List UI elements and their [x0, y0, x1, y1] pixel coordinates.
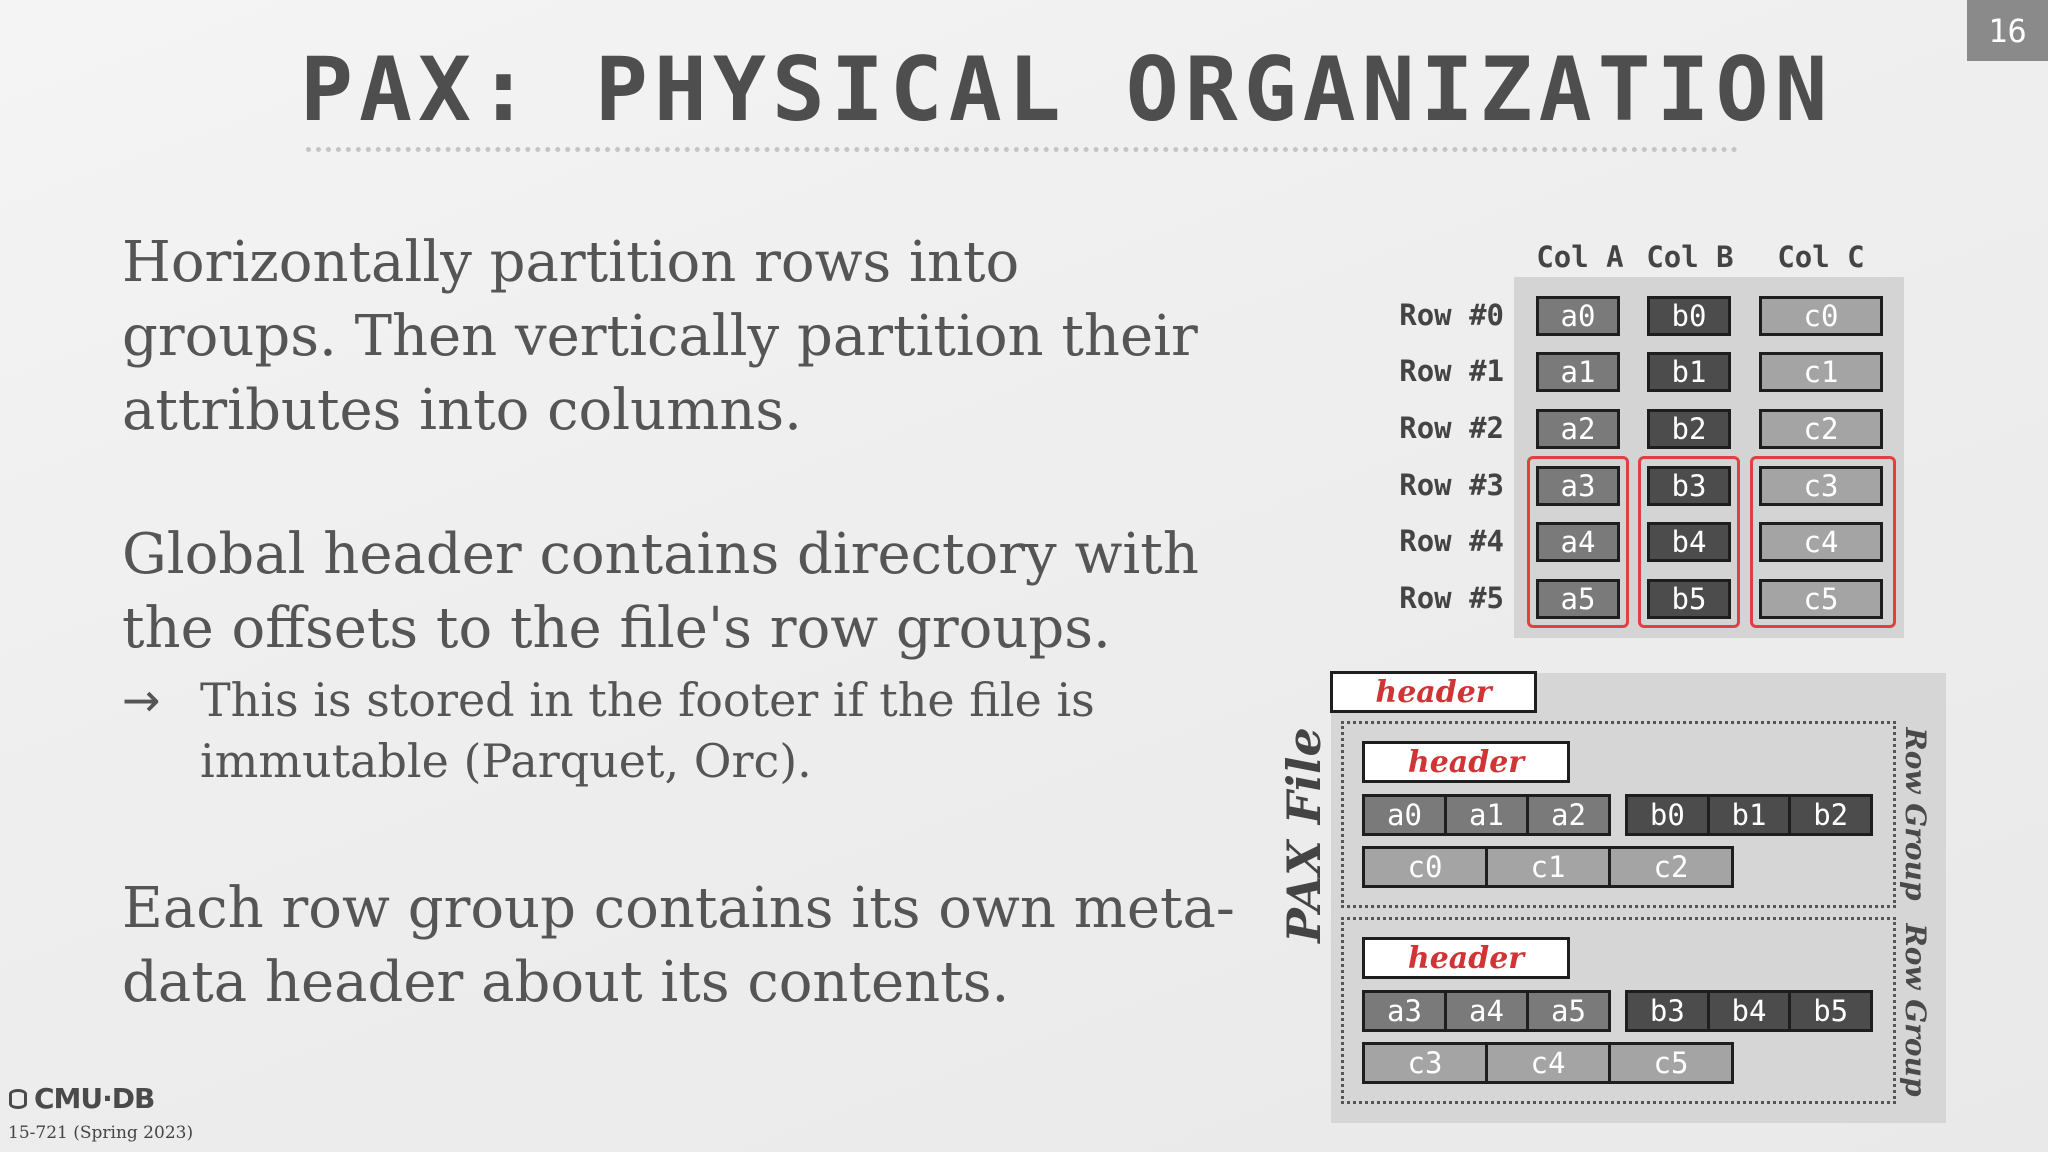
- column-chunk-c: [1362, 1042, 1734, 1084]
- cmu-db-logo: [8, 1082, 154, 1115]
- chunk-value: a3: [1365, 993, 1447, 1029]
- chunk-value: a5: [1551, 994, 1586, 1028]
- column-chunk-a: [1362, 990, 1611, 1032]
- chunk-value: b3: [1628, 993, 1710, 1029]
- table-cell: c1: [1759, 352, 1883, 392]
- column-chunk-c: [1362, 846, 1734, 888]
- table-cell: c2: [1759, 409, 1883, 449]
- slide-title: PAX: PHYSICAL ORGANIZATION: [300, 38, 1834, 141]
- table-cell: c5: [1759, 579, 1883, 619]
- chunk-value: b4: [1710, 993, 1792, 1029]
- logo-text: CMU·DB: [34, 1082, 155, 1115]
- column-header: Col B: [1646, 240, 1734, 274]
- pax-file-label: PAX File: [1277, 727, 1331, 943]
- table-cell: a2: [1536, 409, 1620, 449]
- chunk-value: a2: [1551, 798, 1586, 832]
- chunk-value: b5: [1813, 994, 1849, 1028]
- row-group-label: Row Group: [1899, 727, 1933, 901]
- row-header: Row #1: [1399, 354, 1504, 388]
- column-chunk-a: [1362, 794, 1611, 836]
- row-group-highlight: [1638, 456, 1740, 628]
- course-label: 15-721 (Spring 2023): [8, 1123, 194, 1143]
- table-cell: b2: [1647, 409, 1731, 449]
- sub-bullet-text: This is stored in the footer if the file is immutable (Parquet, Orc).: [200, 673, 1095, 788]
- arrow-bullet-icon: →: [122, 673, 161, 727]
- row-group-highlight: [1750, 456, 1896, 628]
- table-cell: a0: [1536, 296, 1620, 336]
- chunk-value: b1: [1710, 797, 1792, 833]
- column-header: Col A: [1536, 240, 1624, 274]
- database-icon: [8, 1087, 30, 1111]
- table-cell: b5: [1647, 579, 1731, 619]
- chunk-value: c4: [1488, 1045, 1611, 1081]
- body-text: [122, 226, 1242, 1020]
- row-header: Row #4: [1399, 524, 1504, 558]
- sub-bullet-footer: [122, 670, 1242, 792]
- chunk-value: c3: [1365, 1045, 1488, 1081]
- table-cell: c4: [1759, 522, 1883, 562]
- row-group-label: Row Group: [1899, 923, 1933, 1097]
- global-header-box: header: [1330, 671, 1537, 713]
- paragraph-global-header: Global header contains directory with the offsets to the file's row groups.: [122, 522, 1199, 661]
- table-cell: a3: [1536, 466, 1620, 506]
- chunk-value: b0: [1628, 797, 1710, 833]
- column-chunk-b: [1625, 794, 1873, 836]
- chunk-value: a1: [1447, 797, 1529, 833]
- paragraph-partitioning: Horizontally partition rows into groups. Then vertically partition their attributes into columns.: [122, 230, 1198, 443]
- chunk-value: c2: [1653, 850, 1689, 884]
- row-group-highlight: [1527, 456, 1629, 628]
- column-chunk-b: [1625, 990, 1873, 1032]
- paragraph-row-group-header: Each row group contains its own meta-data header about its contents.: [122, 876, 1235, 1015]
- row-header: Row #5: [1399, 581, 1504, 615]
- row-group-header-box: header: [1362, 741, 1570, 783]
- chunk-value: b2: [1813, 798, 1849, 832]
- table-cell: b4: [1647, 522, 1731, 562]
- table-cell: b3: [1647, 466, 1731, 506]
- slide-number: 16: [1967, 0, 2048, 61]
- chunk-value: c1: [1488, 849, 1611, 885]
- table-cell: a4: [1536, 522, 1620, 562]
- table-cell: a1: [1536, 352, 1620, 392]
- table-cell: a5: [1536, 579, 1620, 619]
- row-header: Row #3: [1399, 468, 1504, 502]
- row-group-header-box: header: [1362, 937, 1570, 979]
- table-cell: c0: [1759, 296, 1883, 336]
- chunk-value: c0: [1365, 849, 1488, 885]
- table-cell: c3: [1759, 466, 1883, 506]
- title-divider: [306, 147, 1738, 152]
- chunk-value: a0: [1365, 797, 1447, 833]
- chunk-value: c5: [1653, 1046, 1689, 1080]
- chunk-value: a4: [1447, 993, 1529, 1029]
- table-cell: b0: [1647, 296, 1731, 336]
- table-cell: b1: [1647, 352, 1731, 392]
- row-header: Row #0: [1399, 298, 1504, 332]
- column-header: Col C: [1777, 240, 1865, 274]
- row-header: Row #2: [1399, 411, 1504, 445]
